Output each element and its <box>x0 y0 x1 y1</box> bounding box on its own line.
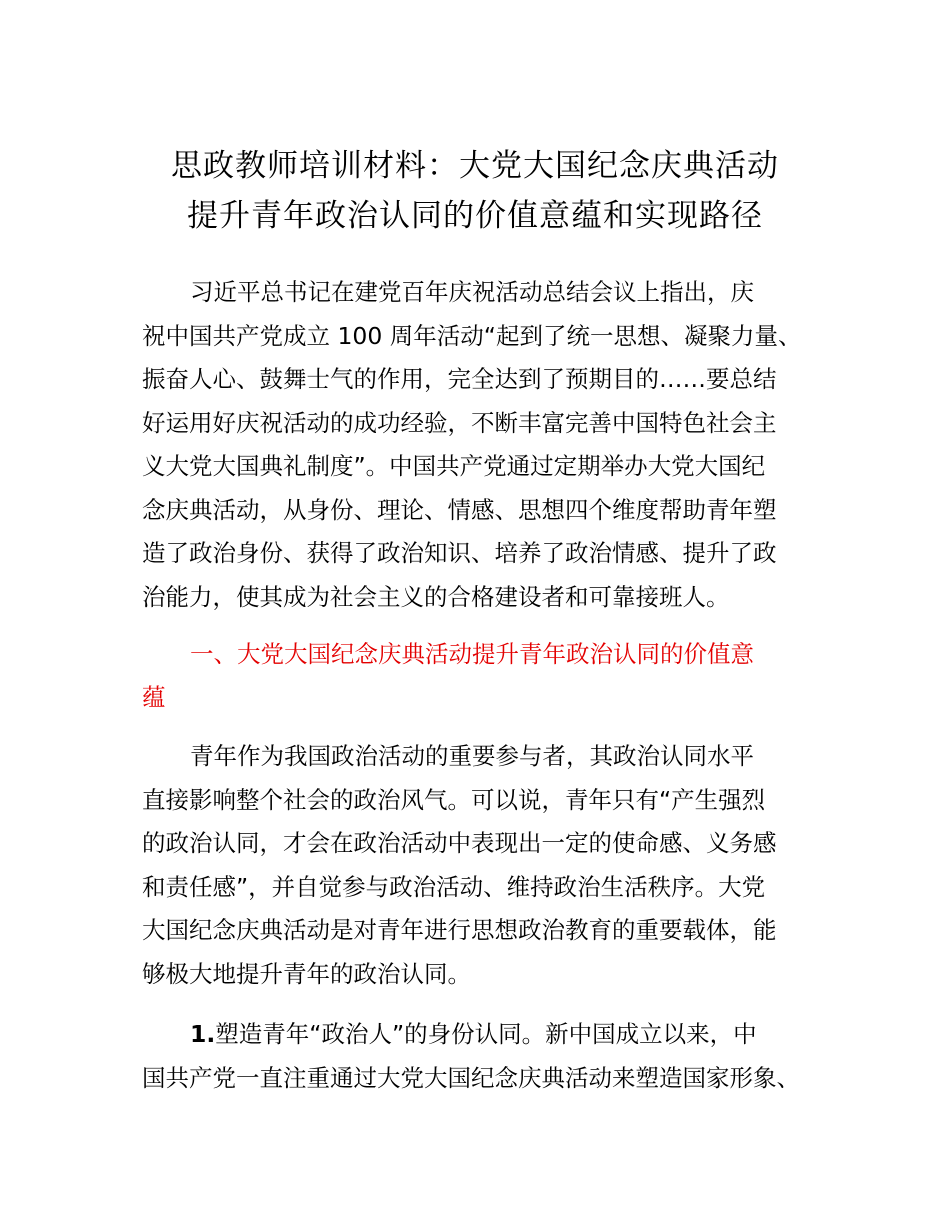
paragraph-line: 念庆典活动，从身份、理论、情感、思想四个维度帮助青年塑 <box>142 496 777 524</box>
paragraph-line: 青年作为我国政治活动的重要参与者，其政治认同水平 <box>190 742 754 770</box>
paragraph-line: 直接影响整个社会的政治风气。可以说，青年只有“产生强烈 <box>142 786 766 814</box>
paragraph-line: 义大党大国典礼制度”。中国共产党通过定期举办大党大国纪 <box>142 452 766 480</box>
point-line <box>190 1018 757 1050</box>
paragraph-line: 大国纪念庆典活动是对青年进行思想政治教育的重要载体，能 <box>142 916 777 944</box>
point-number: 1. <box>190 1020 216 1048</box>
paragraph-line: 的政治认同，才会在政治活动中表现出一定的使命感、义务感 <box>142 829 777 857</box>
paragraph-line: 好运用好庆祝活动的成功经验，不断丰富完善中国特色社会主 <box>142 409 777 437</box>
paragraph-line: 治能力，使其成为社会主义的合格建设者和可靠接班人。 <box>142 583 730 611</box>
section-heading-line: 一、大党大国纪念庆典活动提升青年政治认同的价值意 <box>190 640 754 668</box>
paragraph-line: 振奋人心、鼓舞士气的作用，完全达到了预期目的……要总结 <box>142 365 777 393</box>
paragraph-line: 和责任感”，并自觉参与政治活动、维持政治生活秩序。大党 <box>142 873 766 901</box>
paragraph-line: 祝中国共产党成立 100 周年活动“起到了统一思想、凝聚力量、 <box>142 322 802 350</box>
point-text: 塑造青年“政治人”的身份认同。新中国成立以来，中 <box>215 1020 757 1048</box>
point-line: 国共产党一直注重通过大党大国纪念庆典活动来塑造国家形象、 <box>142 1064 800 1092</box>
paragraph-line: 够极大地提升青年的政治认同。 <box>142 960 471 988</box>
document-title-line-1: 思政教师培训材料：大党大国纪念庆典活动 <box>171 148 779 184</box>
paragraph-line: 习近平总书记在建党百年庆祝活动总结会议上指出，庆 <box>190 278 754 306</box>
paragraph-line: 造了政治身份、获得了政治知识、培养了政治情感、提升了政 <box>142 539 777 567</box>
section-heading-line: 蕴 <box>142 683 166 711</box>
document-title-line-2: 提升青年政治认同的价值意蕴和实现路径 <box>187 198 763 234</box>
